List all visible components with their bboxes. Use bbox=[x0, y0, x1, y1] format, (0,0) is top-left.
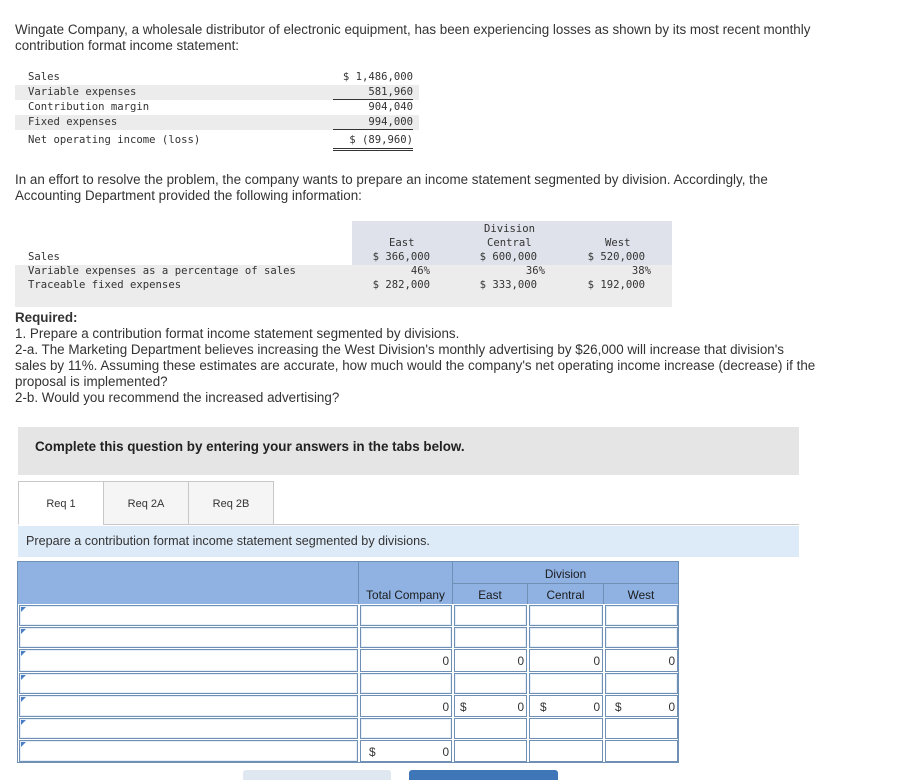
info-text bbox=[15, 172, 768, 204]
division-cell: 46% bbox=[410, 265, 430, 277]
question-box bbox=[18, 427, 799, 475]
grid-header-west: West bbox=[627, 588, 655, 602]
west-input[interactable] bbox=[605, 605, 678, 626]
row-label-input[interactable] bbox=[19, 627, 358, 648]
instruction-bar bbox=[18, 526, 799, 557]
row-label-input[interactable] bbox=[19, 740, 358, 762]
east-value: 0 bbox=[517, 654, 524, 668]
statement-row-sales: Sales $ 1,486,000 bbox=[28, 71, 413, 83]
intro-text bbox=[15, 22, 810, 54]
grid-header-total: Total Company bbox=[366, 588, 445, 602]
total-value: 0 bbox=[442, 700, 449, 714]
division-row-label: Sales bbox=[28, 251, 60, 263]
east-input[interactable] bbox=[454, 627, 527, 648]
division-cell: $ 366,000 bbox=[372, 251, 430, 263]
east-input[interactable] bbox=[454, 605, 527, 626]
income-statement bbox=[15, 70, 419, 150]
division-cell: $ 192,000 bbox=[587, 279, 645, 291]
division-group-header: Division bbox=[484, 223, 536, 235]
division-cell: $ 282,000 bbox=[372, 279, 430, 291]
division-col-west: West bbox=[605, 237, 631, 249]
required-title: Required: bbox=[15, 310, 78, 325]
total-value: 0 bbox=[442, 654, 449, 668]
division-cell: $ 520,000 bbox=[587, 251, 645, 263]
total-input[interactable] bbox=[360, 718, 452, 739]
required-line-3: sales by 11%. Assuming these estimates are accurate, how much would the company's net operating income increase (decrease) if the bbox=[15, 358, 816, 373]
division-cell: 38% bbox=[631, 265, 651, 277]
total-input[interactable] bbox=[360, 673, 452, 694]
division-col-east: East bbox=[389, 237, 415, 249]
central-input[interactable] bbox=[529, 605, 603, 626]
net-total-value: 0 bbox=[442, 745, 449, 759]
west-input[interactable] bbox=[605, 627, 678, 648]
required-line-1: 1. Prepare a contribution format income statement segmented by divisions. bbox=[15, 326, 460, 341]
row-label-input[interactable] bbox=[19, 673, 358, 694]
info-line-2: Accounting Department provided the following information: bbox=[15, 188, 362, 203]
intro-line-2: contribution format income statement: bbox=[15, 38, 240, 53]
total-input[interactable] bbox=[360, 627, 452, 648]
grid-header-central: Central bbox=[546, 588, 585, 602]
row-label-input[interactable] bbox=[19, 605, 358, 626]
central-input[interactable] bbox=[529, 627, 603, 648]
required-line-5: 2-b. Would you recommend the increased advertising? bbox=[15, 390, 340, 405]
statement-row-net: Net operating income (loss) $ (89,960) bbox=[15, 131, 419, 150]
answer-grid bbox=[17, 561, 679, 763]
question-box-text: Complete this question by entering your answers in the tabs below. bbox=[35, 439, 465, 454]
division-col-central: Central bbox=[487, 237, 532, 249]
statement-row-fixed: Fixed expenses 994,000 bbox=[15, 115, 419, 130]
required-section bbox=[15, 310, 815, 406]
instruction-text: Prepare a contribution format income statement segmented by divisions. bbox=[26, 534, 430, 548]
division-cell: $ 600,000 bbox=[479, 251, 537, 263]
currency-symbol: $ bbox=[460, 700, 467, 714]
info-line-1: In an effort to resolve the problem, the company wants to prepare an income statement segmented by division. Accordingly, the bbox=[15, 172, 768, 187]
row-label-input[interactable] bbox=[19, 718, 358, 739]
statement-row-variable: Variable expenses 581,960 bbox=[15, 85, 419, 100]
east-value: 0 bbox=[517, 700, 524, 714]
west-value: 0 bbox=[668, 700, 675, 714]
east-input[interactable] bbox=[454, 673, 527, 694]
total-input[interactable] bbox=[360, 605, 452, 626]
division-cell: 36% bbox=[525, 265, 545, 277]
tab-req-2b[interactable]: Req 2B bbox=[188, 481, 274, 525]
central-input[interactable] bbox=[529, 673, 603, 694]
west-input[interactable] bbox=[605, 673, 678, 694]
statement-row-contribution: Contribution margin 904,040 bbox=[28, 101, 413, 113]
required-line-4: proposal is implemented? bbox=[15, 374, 168, 389]
next-button[interactable] bbox=[409, 770, 558, 780]
intro-line-1: Wingate Company, a wholesale distributor of electronic equipment, has been experiencing losses as shown by its most recent monthly bbox=[15, 22, 811, 37]
central-value: 0 bbox=[593, 700, 600, 714]
currency-symbol: $ bbox=[615, 700, 622, 714]
tab-req-2a[interactable]: Req 2A bbox=[103, 481, 189, 525]
grid-division-header: Division bbox=[544, 567, 587, 581]
prev-button[interactable] bbox=[243, 770, 391, 780]
currency-symbol: $ bbox=[540, 700, 547, 714]
row-label-input[interactable] bbox=[19, 695, 358, 717]
central-value: 0 bbox=[593, 654, 600, 668]
division-cell: $ 333,000 bbox=[479, 279, 537, 291]
tab-req-1[interactable]: Req 1 bbox=[18, 481, 104, 525]
division-row-label: Variable expenses as a percentage of sales bbox=[28, 265, 296, 277]
grid-header-east: East bbox=[478, 588, 502, 602]
division-row-label: Traceable fixed expenses bbox=[28, 279, 182, 291]
required-line-2: 2-a. The Marketing Department believes increasing the West Division's monthly advertising by $26,000 will increase that division's bbox=[15, 342, 785, 357]
currency-symbol: $ bbox=[369, 745, 376, 759]
west-value: 0 bbox=[668, 654, 675, 668]
row-label-input[interactable] bbox=[19, 649, 358, 672]
